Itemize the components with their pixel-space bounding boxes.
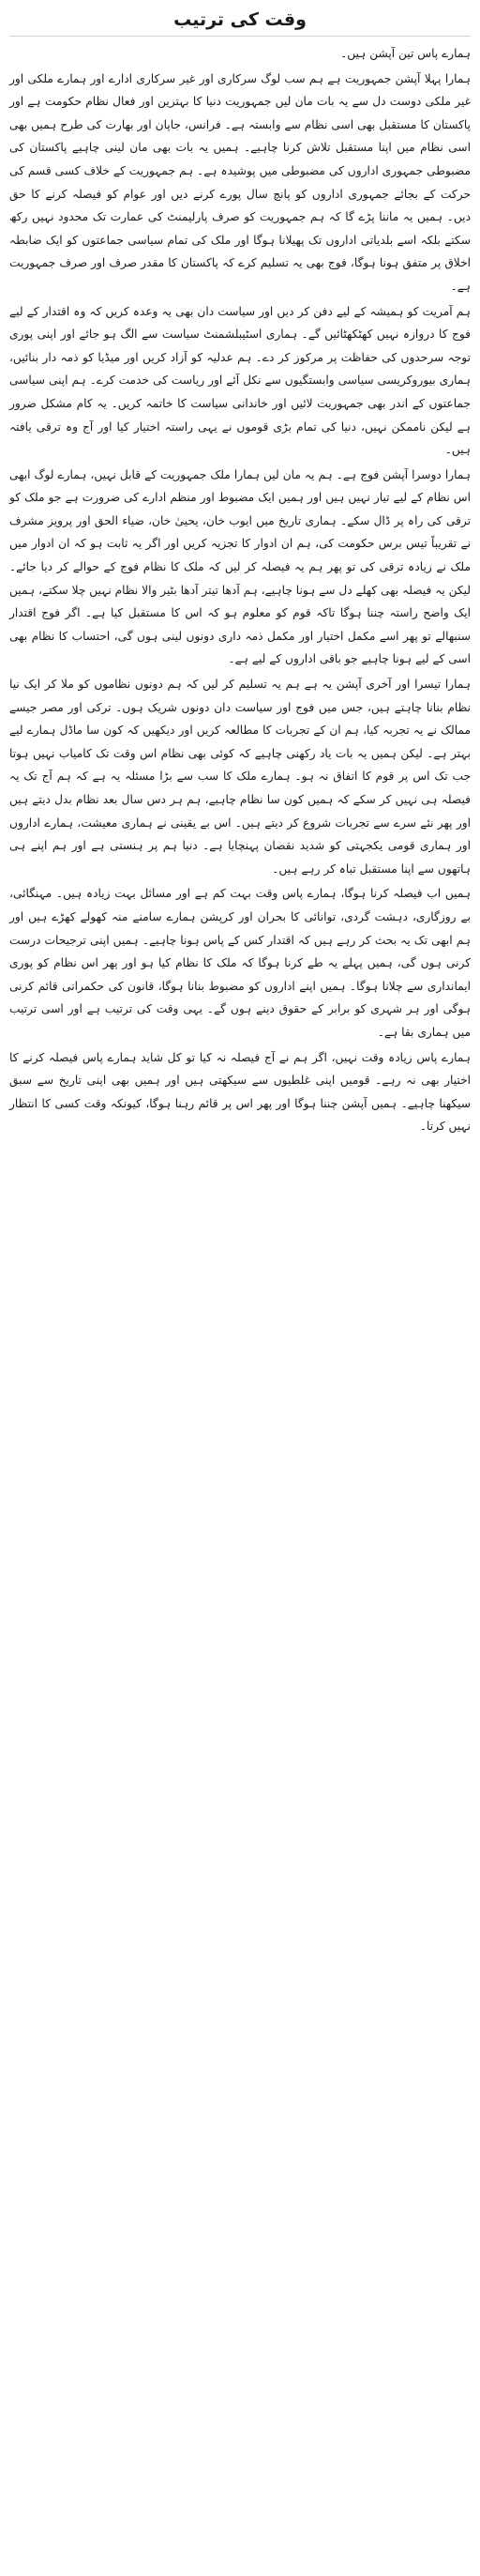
article-paragraph: ہمارا دوسرا آپشن فوج ہے۔ ہم یہ مان لیں ہمارا ملک جمہوریت کے قابل نہیں، ہمارے لوگ ابھی اس نظام کے لیے تیار نہیں ہیں اور ہمیں ایک مضبوط اور منظم ادارے کی ضرورت ہے جو ملک کو ترقی کی راہ پر ڈال سکے۔ ہماری تاریخ میں ایوب خان، یحییٰ خان، ضیاء الحق اور پرویز مشرف نے تقریباً تیس برس حکومت کی، ہم ان ادوار کا تجزیہ کریں اور اگر یہ ثابت ہو کہ ان ادوار میں ملک نے زیادہ ترقی کی تو پھر ہم یہ فیصلہ کر لیں کہ ملک کا نظام فوج کے حوالے کر دیا جائے۔ لیکن یہ فیصلہ بھی کھلے دل سے ہونا چاہیے، ہم آدھا تیتر آدھا بٹیر والا نظام نہیں چلا سکتے، ہمیں ایک واضح راستہ چننا ہوگا تاکہ قوم کو معلوم ہو کہ اس کا مستقبل کیا ہے۔ اگر فوج اقتدار سنبھالے تو پھر اسے مکمل اختیار اور مکمل ذمہ داری دونوں لینی ہوں گی، احتساب کا نظام بھی اسی کے لیے ہونا چاہیے جو باقی اداروں کے لیے ہے۔ [9,467,471,666]
article-paragraph: ہمارا پہلا آپشن جمہوریت ہے ہم سب لوگ سرکاری اور غیر سرکاری ادارے اور ہمارے ملکی اور غیر ملکی دوست دل سے یہ بات مان لیں جمہوریت دنیا کا بہترین اور فعال نظام حکومت ہے اور پاکستان کا مستقبل بھی اسی نظام سے وابستہ ہے۔ فرانس، جاپان اور بھارت کی طرح ہمیں بھی اسی نظام میں اپنا مستقبل تلاش کرنا چاہیے۔ ہمیں یہ بات بھی مان لینی چاہیے پاکستان کی مضبوطی جمہوری اداروں کی مضبوطی میں پوشیدہ ہے۔ ہم جمہوریت کے خلاف کسی قسم کی حرکت کے بجائے جمہوری اداروں کو پانچ سال پورے کرنے دیں اور عوام کو فیصلہ کرنے کا حق دیں۔ ہمیں یہ ماننا پڑے گا کہ ہم جمہوریت کو صرف پارلیمنٹ کی عمارت تک محدود نہیں رکھ سکتے بلکہ اسے بلدیاتی اداروں تک پھیلانا ہوگا اور ملک کی تمام سیاسی جماعتوں کو ایک ضابطہ اخلاق پر متفق ہونا ہوگا، فوج بھی یہ تسلیم کرے کہ پاکستان کا مقدر صرف اور صرف جمہوریت ہے۔ [9,71,471,293]
article-paragraph: ہمیں اب فیصلہ کرنا ہوگا، ہمارے پاس وقت بہت کم ہے اور مسائل بہت زیادہ ہیں۔ مہنگائی، بے روزگاری، دہشت گردی، توانائی کا بحران اور کرپشن ہمارے سامنے منہ کھولے کھڑے ہیں اور ہم ابھی تک یہ بحث کر رہے ہیں کہ اقتدار کس کے پاس ہونا چاہیے۔ ہمیں اپنی ترجیحات درست کرنی ہوں گی، ہمیں پہلے یہ طے کرنا ہوگا کہ ملک کا نظام کیا ہو اور پھر اس نظام کو پوری ایمانداری سے چلانا ہوگا۔ ہمیں اپنے اداروں کو مضبوط بنانا ہوگا، قانون کی حکمرانی قائم کرنی ہوگی اور ہر شہری کو برابر کے حقوق دینے ہوں گے۔ یہی وقت کی ترتیب ہے اور اسی ترتیب میں ہماری بقا ہے۔ [9,887,471,1039]
article-title: وقت کی ترتیب [9,8,471,37]
article-paragraph: ہمارے پاس زیادہ وقت نہیں، اگر ہم نے آج فیصلہ نہ کیا تو کل شاید ہمارے پاس فیصلہ کرنے کا اختیار بھی نہ رہے۔ قومیں اپنی غلطیوں سے سیکھتی ہیں اور ہمیں بھی اپنی تاریخ سے سبق سیکھنا چاہیے۔ ہمیں آپشن چننا ہوگا اور پھر اس پر قائم رہنا ہوگا، کیونکہ وقت کسی کا انتظار نہیں کرتا۔ [9,1050,471,1134]
article-body [9,42,471,1138]
article-paragraph: ہمارا تیسرا اور آخری آپشن یہ ہے ہم یہ تسلیم کر لیں کہ ہم دونوں نظاموں کو ملا کر ایک نیا نظام بنانا چاہتے ہیں، جس میں فوج اور سیاست دان دونوں شریک ہوں۔ ترکی اور مصر جیسے ممالک نے یہ تجربہ کیا، ہم ان کے تجربات کا مطالعہ کریں اور دیکھیں کہ کون سا ماڈل ہمارے لیے بہتر ہے۔ لیکن ہمیں یہ بات یاد رکھنی چاہیے کہ کوئی بھی نظام اس وقت تک کامیاب نہیں ہوتا جب تک اس پر قوم کا اتفاق نہ ہو۔ ہمارے ملک کا سب سے بڑا مسئلہ یہ ہے کہ ہم آج تک یہ فیصلہ ہی نہیں کر سکے کہ ہمیں کون سا نظام چاہیے، ہم ہر دس سال بعد نظام بدل دیتے ہیں اور پھر نئے سرے سے تجربات شروع کر دیتے ہیں۔ اس بے یقینی نے ہماری معیشت، ہمارے اداروں اور ہماری قومی یکجہتی کو شدید نقصان پہنچایا ہے۔ دنیا ہم پر ہنستی ہے اور ہم اپنے ہی ہاتھوں سے اپنا مستقبل تباہ کر رہے ہیں۔ [9,678,471,876]
article-paragraph: ہم آمریت کو ہمیشہ کے لیے دفن کر دیں اور سیاست دان بھی یہ وعدہ کریں کہ وہ اقتدار کے لیے فوج کا دروازہ نہیں کھٹکھٹائیں گے۔ ہماری اسٹیبلشمنٹ سیاست سے الگ ہو جائے اور اپنی پوری توجہ سرحدوں کی حفاظت پر مرکوز کر دے۔ ہم عدلیہ کو آزاد کریں اور میڈیا کو ذمہ دار بنائیں، ہماری بیوروکریسی سیاسی وابستگیوں سے نکل آئے اور ریاست کی خدمت کرے۔ ہم اپنی سیاسی جماعتوں کے اندر بھی جمہوریت لائیں اور خاندانی سیاست کا خاتمہ کریں۔ یہ کام مشکل ضرور ہے لیکن ناممکن نہیں، دنیا کی تمام بڑی قوموں نے یہی راستہ اختیار کیا اور آج وہ ترقی یافتہ ہیں۔ [9,304,471,457]
article-paragraph: ہمارے پاس تین آپشن ہیں۔ [340,47,471,60]
